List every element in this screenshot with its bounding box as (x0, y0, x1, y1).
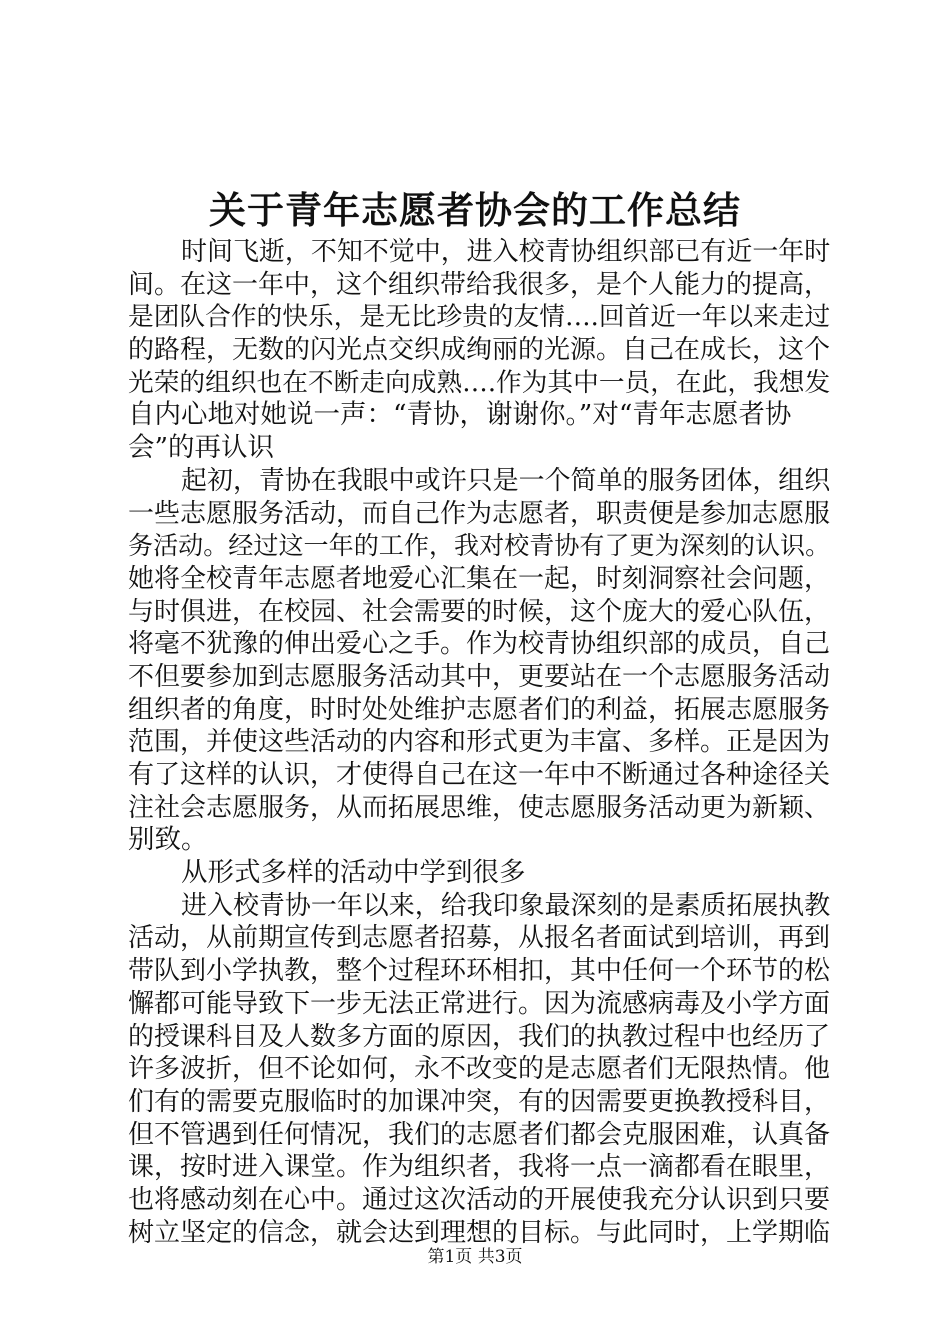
text-line: 从形式多样的活动中学到很多 (181, 857, 526, 889)
text-line: 光荣的组织也在不断走向成熟….作为其中一员，在此，我想发 (128, 367, 831, 398)
text-line: 有了这样的认识，才使得自己在这一年中不断通过各种途径关 (128, 760, 831, 790)
page-footer: 第1页 共3页 (427, 1247, 523, 1267)
text-line: 活动，从前期宣传到志愿者招募，从报名者面试到培训，再到 (128, 923, 831, 954)
text-line: 间。在这一年中，这个组织带给我很多，是个人能力的提高， (128, 269, 831, 300)
text-line: 别致。 (128, 824, 208, 856)
text-line: 一些志愿服务活动，而自己作为志愿者，职责便是参加志愿服 (128, 498, 831, 529)
text-line: 注社会志愿服务，从而拓展思维，使志愿服务活动更为新颖、 (128, 792, 831, 823)
text-line: 自内心地对她说一声：“青协，谢谢你。”对“青年志愿者协 (128, 399, 792, 431)
text-line: 们有的需要克服临时的加课冲突，有的因需要更换教授科目， (128, 1086, 831, 1117)
text-line: 的路程，无数的闪光点交织成绚丽的光源。自己在成长，这个 (128, 335, 831, 366)
text-line: 范围，并使这些活动的内容和形式更为丰富、多样。正是因为 (128, 727, 831, 758)
text-line: 的授课科目及人数多方面的原因，我们的执教过程中也经历了 (128, 1021, 831, 1052)
text-line: 起初，青协在我眼中或许只是一个简单的服务团体，组织 (181, 465, 831, 496)
text-line: 进入校青协一年以来，给我印象最深刻的是素质拓展执教 (181, 890, 831, 921)
text-line: 会”的再认识 (128, 432, 275, 464)
text-line: 带队到小学执教，整个过程环环相扣，其中任何一个环节的松 (128, 956, 831, 987)
text-line: 她将全校青年志愿者地爱心汇集在一起，时刻洞察社会问题， (128, 563, 831, 594)
text-line: 时间飞逝，不知不觉中，进入校青协组织部已有近一年时 (181, 237, 831, 267)
text-line: 将毫不犹豫的伸出爱心之手。作为校青协组织部的成员，自己 (128, 629, 831, 660)
text-line: 懈都可能导致下一步无法正常进行。因为流感病毒及小学方面 (128, 988, 831, 1019)
text-line: 许多波折，但不论如何，永不改变的是志愿者们无限热情。他 (128, 1054, 831, 1085)
text-line: 课，按时进入课堂。作为组织者，我将一点一滴都看在眼里， (128, 1152, 831, 1183)
text-line: 也将感动刻在心中。通过这次活动的开展使我充分认识到只要 (128, 1184, 831, 1215)
text-line: 但不管遇到任何情况，我们的志愿者们都会克服困难，认真备 (128, 1119, 831, 1150)
text-line: 务活动。经过这一年的工作，我对校青协有了更为深刻的认识。 (128, 531, 831, 561)
text-line: 是团队合作的快乐，是无比珍贵的友情….回首近一年以来走过 (128, 302, 831, 333)
text-line: 不但要参加到志愿服务活动其中，更要站在一个志愿服务活动 (128, 661, 831, 692)
document-title: 关于青年志愿者协会的工作总结 (209, 188, 741, 232)
text-line: 与时俱进，在校园、社会需要的时候，这个庞大的爱心队伍， (128, 596, 831, 627)
document-body (128, 236, 834, 1249)
text-line: 树立坚定的信念，就会达到理想的目标。与此同时，上学期临 (128, 1217, 831, 1248)
text-line: 组织者的角度，时时处处维护志愿者们的利益，拓展志愿服务 (128, 694, 831, 725)
